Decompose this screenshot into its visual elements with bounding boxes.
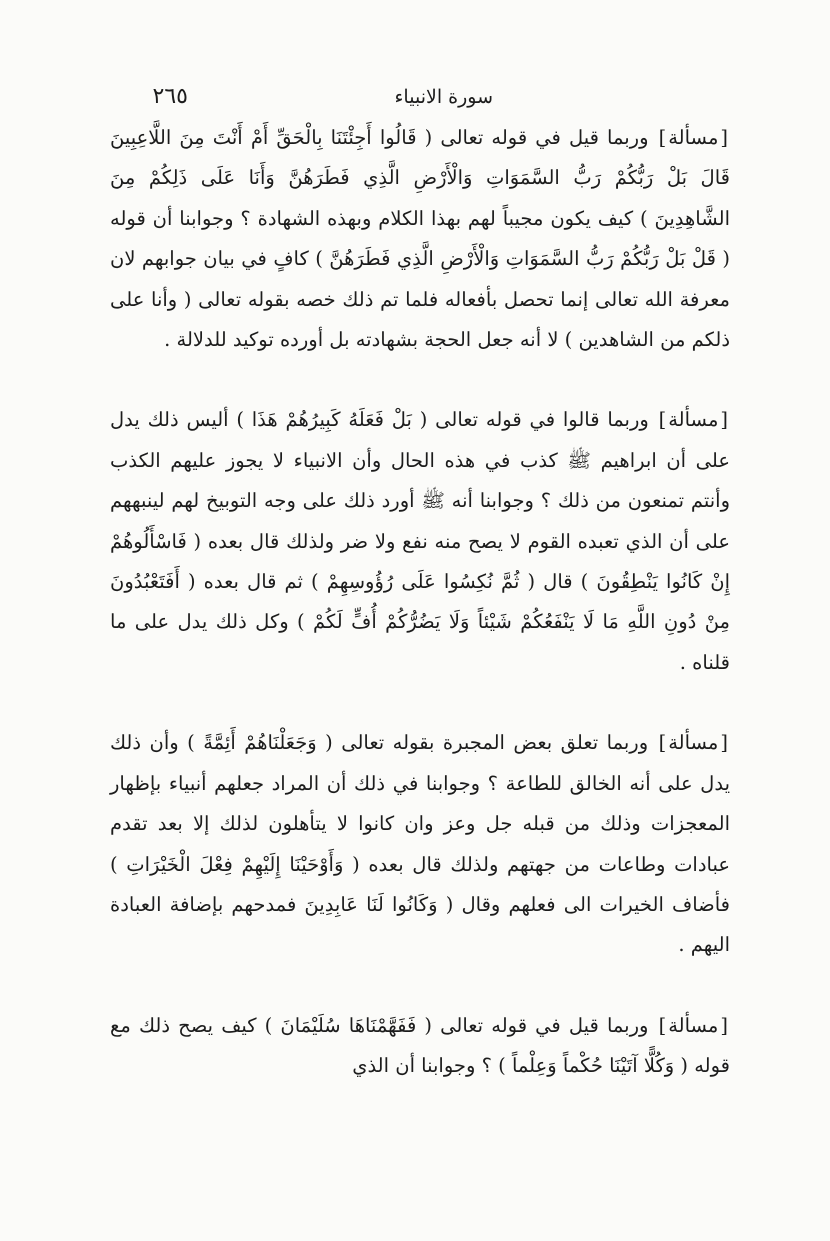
page-number: ٢٦٥ xyxy=(152,84,188,109)
question-label: مسألة xyxy=(668,1013,719,1037)
question-label: مسألة xyxy=(668,731,719,755)
paragraph-text: وربما قالوا في قوله تعالى ( بَلْ فَعَلَهُ كَبِيرُهُمْ هَذَا ) أليس ذلك يدل على أن ابراهيم ﷺ كذب في هذه الحال وأن الانبياء لا يجوز عليهم الكذب وأنتم تمنعون من ذلك ؟ وجوابنا أنه ﷺ أورد ذلك على وجه التوبيخ لهم لينبههم على أن الذي تعبده القوم لا يصح منه نفع ولا ضر ولذلك قال بعده ( فَاسْأَلُوهُمْ إِنْ كَانُوا يَنْطِقُونَ ) قال ( ثُمَّ نُكِسُوا عَلَى رُؤُوسِهِمْ ) ثم قال بعده ( أَفَتَعْبُدُونَ مِنْ دُونِ اللَّهِ مَا لَا يَنْفَعُكُمْ شَيْئاً وَلَا يَضُرُّكُمْ أُفٍّ لَكُمْ ) وكل ذلك يدل على ما قلناه . xyxy=(110,408,730,674)
page-header xyxy=(118,84,718,118)
paragraph-text: وربما قيل في قوله تعالى ( قَالُوا أَجِئْتَنَا بِالْحَقِّ أَمْ أَنْتَ مِنَ اللَّاعِبِينَ قَالَ بَلْ رَبُّكُمْ رَبُّ السَّمَوَاتِ وَالْأَرْضِ الَّذِي فَطَرَهُنَّ وَأَنَا عَلَى ذَلِكُمْ مِنَ الشَّاهِدِينَ ) كيف يكون مجيباً لهم بهذا الكلام وبهذه الشهادة ؟ وجوابنا أن قوله ( قَلْ بَلْ رَبُّكُمْ رَبُّ السَّمَوَاتِ وَالْأَرْضِ الَّذِي فَطَرَهُنَّ ) كافٍ في بيان جوابهم لان معرفة الله تعالى إنما تحصل بأفعاله فلما تم ذلك خصه بقوله تعالى ( وأنا على ذلكم من الشاهدين ) لا أنه جعل الحجة بشهادته بل أورده توكيد للدلالة . xyxy=(110,126,730,352)
page-body xyxy=(110,118,730,1087)
question-label: مسألة xyxy=(668,126,719,149)
paragraph-4: [مسألة] وربما قيل في قوله تعالى ( فَفَهَّمْنَاهَا سُلَيْمَانَ ) كيف يصح ذلك مع قوله ( وَكُلًّا آتَيْنَا حُكْماً وَعِلْماً ) ؟ وجوابنا أن الذي xyxy=(110,1013,730,1078)
paragraph-2: [مسألة] وربما قالوا في قوله تعالى ( بَلْ فَعَلَهُ كَبِيرُهُمْ هَذَا ) أليس ذلك يدل على أن ابراهيم ﷺ كذب في هذه الحال وأن الانبياء لا يجوز عليهم الكذب وأنتم تمنعون من ذلك ؟ وجوابنا أنه ﷺ أورد ذلك على وجه التوبيخ لهم لينبههم على أن الذي تعبده القوم لا يصح منه نفع ولا ضر ولذلك قال بعده ( فَاسْأَلُوهُمْ إِنْ كَانُوا يَنْطِقُونَ ) قال ( ثُمَّ نُكِسُوا عَلَى رُؤُوسِهِمْ ) ثم قال بعده ( أَفَتَعْبُدُونَ مِنْ دُونِ اللَّهِ مَا لَا يَنْفَعُكُمْ شَيْئاً وَلَا يَضُرُّكُمْ أُفٍّ لَكُمْ ) وكل ذلك يدل على ما قلناه . xyxy=(110,408,730,674)
question-label: مسألة xyxy=(668,408,719,432)
paragraph-text: وربما قيل في قوله تعالى ( فَفَهَّمْنَاهَا سُلَيْمَانَ ) كيف يصح ذلك مع قوله ( وَكُلًّا آتَيْنَا حُكْماً وَعِلْماً ) ؟ وجوابنا أن الذي xyxy=(110,1013,730,1078)
running-title: سورة الانبياء xyxy=(394,86,493,108)
paragraph-3: [مسألة] وربما تعلق بعض المجبرة بقوله تعالى ( وَجَعَلْنَاهُمْ أَئِمَّةً ) وأن ذلك يدل على أنه الخالق للطاعة ؟ وجوابنا في ذلك أن المراد جعلهم أنبياء بإظهار المعجزات وذلك من قبله جل وعز وان كانوا لا يتأهلون لذلك إلا بعد تقدم عبادات وطاعات من جهتهم ولذلك قال بعده ( وَأَوْحَيْنَا إِلَيْهِمْ فِعْلَ الْخَيْرَاتِ ) فأضاف الخيرات الى فعلهم وقال ( وَكَانُوا لَنَا عَابِدِينَ فمدحهم بإضافة العبادة اليهم . xyxy=(110,731,730,957)
paragraph-1: [مسألة] وربما قيل في قوله تعالى ( قَالُوا أَجِئْتَنَا بِالْحَقِّ أَمْ أَنْتَ مِنَ اللَّاعِبِينَ قَالَ بَلْ رَبُّكُمْ رَبُّ السَّمَوَاتِ وَالْأَرْضِ الَّذِي فَطَرَهُنَّ وَأَنَا عَلَى ذَلِكُمْ مِنَ الشَّاهِدِينَ ) كيف يكون مجيباً لهم بهذا الكلام وبهذه الشهادة ؟ وجوابنا أن قوله ( قَلْ بَلْ رَبُّكُمْ رَبُّ السَّمَوَاتِ وَالْأَرْضِ الَّذِي فَطَرَهُنَّ ) كافٍ في بيان جوابهم لان معرفة الله تعالى إنما تحصل بأفعاله فلما تم ذلك خصه بقوله تعالى ( وأنا على ذلكم من الشاهدين ) لا أنه جعل الحجة بشهادته بل أورده توكيد للدلالة . xyxy=(110,126,730,352)
paragraph-text: وربما تعلق بعض المجبرة بقوله تعالى ( وَجَعَلْنَاهُمْ أَئِمَّةً ) وأن ذلك يدل على أنه الخالق للطاعة ؟ وجوابنا في ذلك أن المراد جعلهم أنبياء بإظهار المعجزات وذلك من قبله جل وعز وان كانوا لا يتأهلون لذلك إلا بعد تقدم عبادات وطاعات من جهتهم ولذلك قال بعده ( وَأَوْحَيْنَا إِلَيْهِمْ فِعْلَ الْخَيْرَاتِ ) فأضاف الخيرات الى فعلهم وقال ( وَكَانُوا لَنَا عَابِدِينَ فمدحهم بإضافة العبادة اليهم . xyxy=(110,731,730,957)
